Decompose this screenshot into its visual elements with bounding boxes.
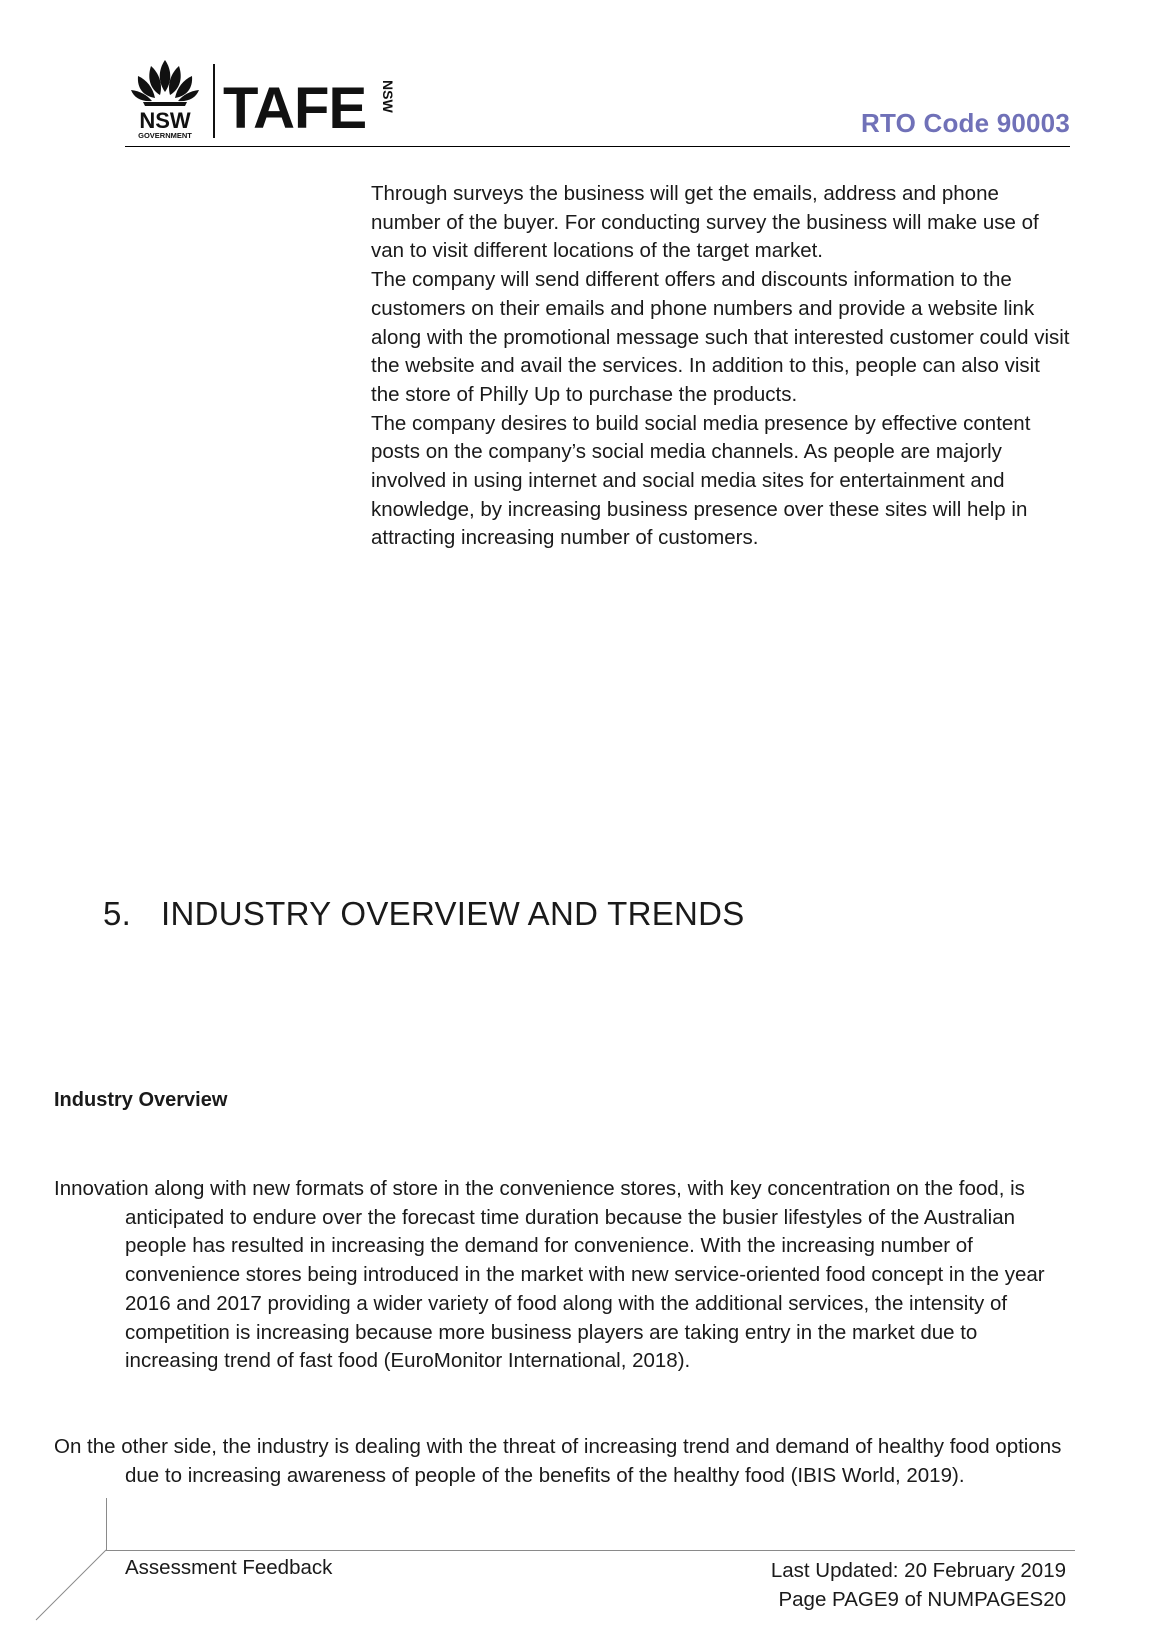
footer-meta — [771, 1556, 1066, 1614]
page-number: Page PAGE9 of NUMPAGES20 — [778, 1588, 1066, 1611]
section-number: 5. — [103, 895, 132, 932]
svg-text:TAFE: TAFE — [223, 76, 367, 140]
body-paragraph: Innovation along with new formats of store in the convenience stores, with key concentration on the food, is anticipated to endure over the forecast time duration because the busier lifestyles of the Australian people has resulted in increasing the demand for convenience. With the increasing number of convenience stores being introduced in the market with new service-oriented food concept in the year 2016 and 2017 providing a wider variety of food along with the additional services, the intensity of competition is increasing because more business players are taking entry in the market due to increasing trend of fast food (EuroMonitor International, 2018). — [54, 1177, 1045, 1373]
footer-divider — [106, 1550, 1075, 1551]
section-title: INDUSTRY OVERVIEW AND TRENDS — [161, 895, 745, 932]
footer-divider-vertical — [106, 1498, 107, 1550]
intro-paragraph: The company desires to build social media presence by effective content posts on the company’s social media channels. As people are majorly involved in using internet and social media sites for entertainment and knowledge, by increasing business presence over these sites will help in attracting increasing number of customers. — [371, 411, 1031, 550]
section-heading — [103, 895, 745, 933]
body-paragraph: On the other side, the industry is dealing with the threat of increasing trend and demand of healthy food options due to increasing awareness of people of the benefits of the healthy food (IBIS World, 2019). — [54, 1435, 1062, 1487]
footer-diagonal-line — [30, 1548, 110, 1623]
nsw-tafe-logo — [125, 58, 410, 140]
svg-text:NSW: NSW — [139, 108, 191, 133]
footer-label: Assessment Feedback — [125, 1556, 333, 1579]
waratah-icon — [131, 60, 199, 106]
page-header — [125, 58, 1070, 147]
rto-code: RTO Code 90003 — [861, 108, 1070, 138]
intro-paragraph: Through surveys the business will get the emails, address and phone number of the buyer. For conducting survey the business will make use of van to visit different locations of the target market. — [371, 182, 1039, 263]
intro-paragraph: The company will send different offers and discounts information to the customers on their emails and phone numbers and provide a website link along with the promotional message such that interested customer could visit the website and avail the services. In addition to this, people can also visit the store of Philly Up to purchase the products. — [371, 268, 1070, 406]
svg-text:NSW: NSW — [380, 80, 396, 113]
svg-text:GOVERNMENT: GOVERNMENT — [138, 131, 192, 140]
intro-text — [371, 180, 1071, 553]
subheading-industry-overview: Industry Overview — [54, 1089, 228, 1111]
last-updated: Last Updated: 20 February 2019 — [770, 1559, 1066, 1582]
